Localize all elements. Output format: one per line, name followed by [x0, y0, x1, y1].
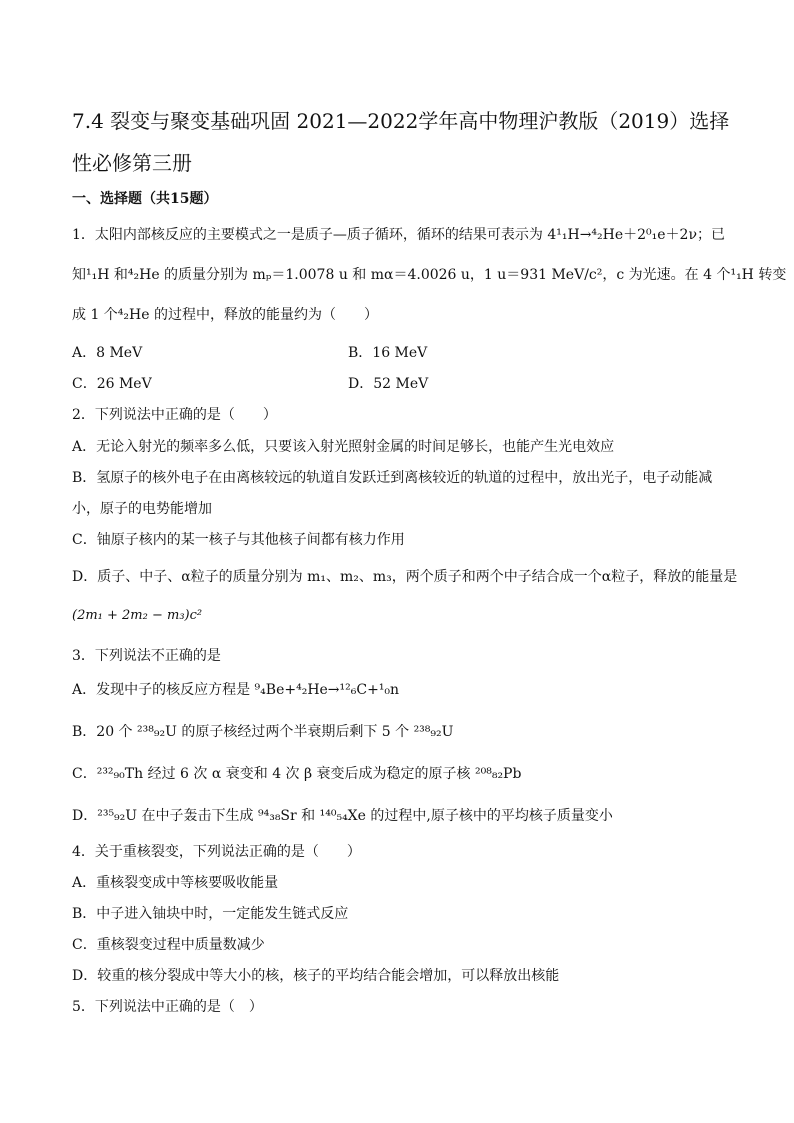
q3-option-b: B．20 个 ²³⁸₉₂U 的原子核经过两个半衰期后剩下 5 个 ²³⁸₉₂U — [72, 724, 454, 740]
q1-option-b: B．16 MeV — [348, 345, 428, 361]
q4-option-a: A．重核裂变成中等核要吸收能量 — [72, 875, 279, 891]
q4-option-d: D．较重的核分裂成中等大小的核，核子的平均结合能会增加，可以释放出核能 — [72, 968, 560, 984]
q3-option-c: C．²³²₉₀Th 经过 6 次 α 衰变和 4 次 β 衰变后成为稳定的原子核 ²⁰⁸₈₂Pb — [72, 766, 522, 782]
q3-stem: 3．下列说法不正确的是 — [72, 648, 221, 664]
q3-option-d: D．²³⁵₉₂U 在中子轰击下生成 ⁹⁴₃₈Sr 和 ¹⁴⁰₅₄Xe 的过程中,原子核中的平均核子质量变小 — [72, 808, 613, 824]
q4-option-c: C．重核裂变过程中质量数减少 — [72, 937, 265, 953]
q1-option-a: A．8 MeV — [72, 345, 143, 361]
q4-stem: 4．关于重核裂变，下列说法正确的是（ ） — [72, 844, 361, 860]
q2-option-c: C．铀原子核内的某一核子与其他核子间都有核力作用 — [72, 532, 405, 548]
document-title: 7.4 裂变与聚变基础巩固 2021—2022学年高中物理沪教版（2019）选择性必修第三册 — [72, 109, 730, 175]
q1-option-d: D．52 MeV — [348, 376, 429, 392]
q4-option-b: B．中子进入铀块中时，一定能发生链式反应 — [72, 906, 349, 922]
q1-line-1: 1．太阳内部核反应的主要模式之一是质子—质子循环，循环的结果可表示为 4¹₁H→⁴₂He＋2⁰₁e＋2ν；已 — [72, 227, 725, 243]
q1-option-c: C．26 MeV — [72, 376, 152, 392]
q2-option-d-formula: (2m₁ + 2m₂ − m₃)c² — [72, 608, 203, 623]
q2-option-b-line-1: B．氢原子的核外电子在由离核较远的轨道自发跃迁到离核较近的轨道的过程中，放出光子，电子动能减 — [72, 470, 713, 486]
q3-option-a: A．发现中子的核反应方程是 ⁹₄Be+⁴₂He→¹²₆C+¹₀n — [72, 682, 400, 698]
q2-option-b-line-2: 小，原子的电势能增加 — [72, 501, 212, 517]
q2-option-d-line-1: D．质子、中子、α粒子的质量分别为 m₁、m₂、m₃，两个质子和两个中子结合成一个α粒子，释放的能量是 — [72, 569, 738, 585]
q1-line-3: 成 1 个⁴₂He 的过程中，释放的能量约为（ ） — [72, 307, 378, 323]
q5-stem: 5．下列说法中正确的是（ ） — [72, 999, 263, 1015]
q1-line-2: 知¹₁H 和⁴₂He 的质量分别为 mₚ＝1.0078 u 和 mα＝4.0026 u，1 u＝931 MeV/c²，c 为光速。在 4 个¹₁H 转变 — [72, 267, 787, 283]
q2-option-a: A．无论入射光的频率多么低，只要该入射光照射金属的时间足够长，也能产生光电效应 — [72, 439, 615, 455]
q2-stem: 2．下列说法中正确的是（ ） — [72, 407, 277, 423]
section-heading: 一、选择题（共15题） — [72, 191, 218, 207]
